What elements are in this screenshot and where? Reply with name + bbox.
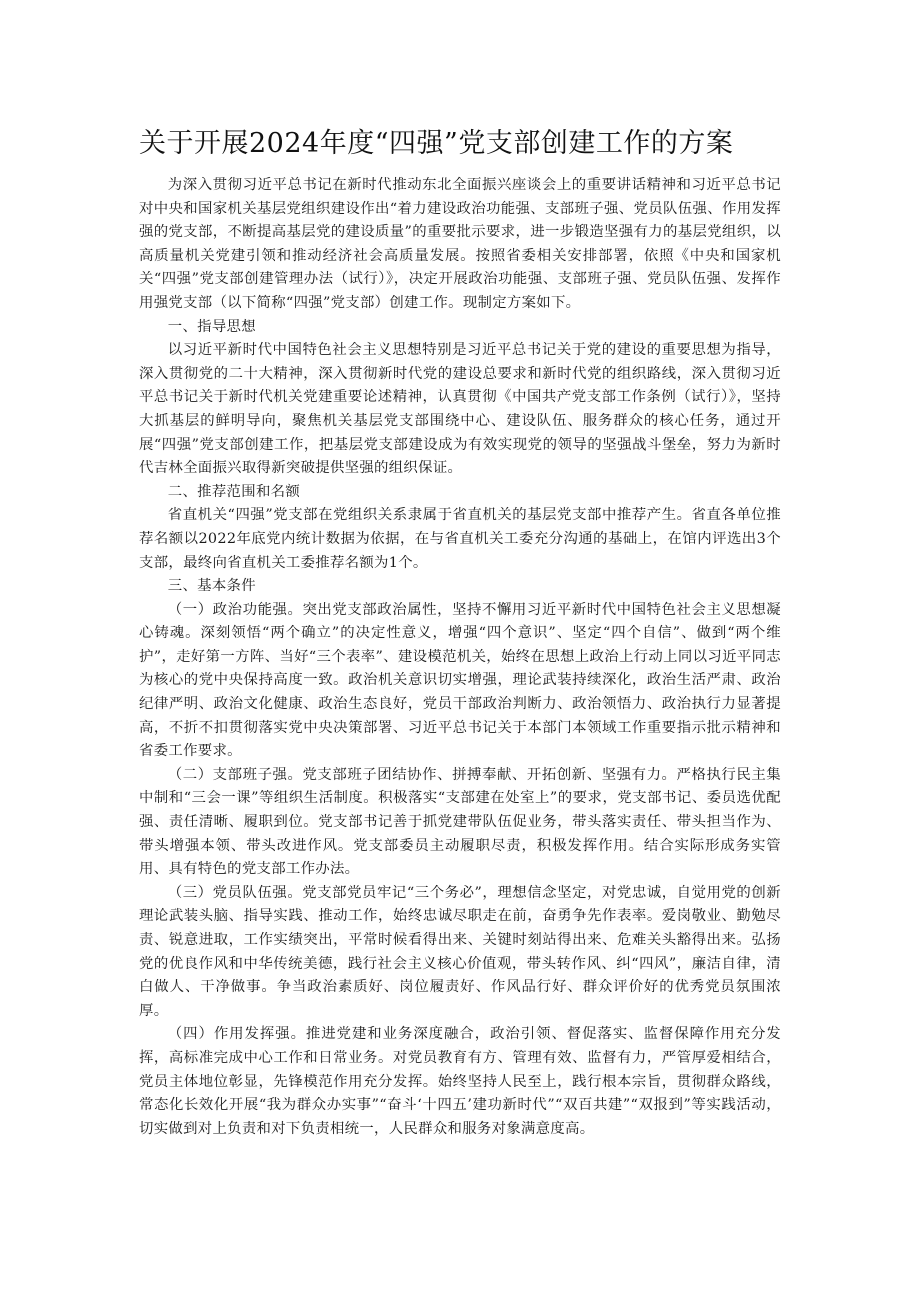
intro-paragraph: 为深入贯彻习近平总书记在新时代推动东北全面振兴座谈会上的重要讲话精神和习近平总书记对中央和国家机关基层党组织建设作出“着力建设政治功能强、支部班子强、党员队伍强、作用发挥强的党支部，不断提高基层党的建设质量”的重要批示要求，进一步锻造坚强有力的基层党组织，以高质量机关党建引领和推动经济社会高质量发展。按照省委相关安排部署，依照《中央和国家机关“四强”党支部创建管理办法（试行）》，决定开展政治功能强、支部班子强、党员队伍强、发挥作用强党支部（以下简称“四强”党支部）创建工作。现制定方案如下。 — [139, 177, 781, 311]
section-heading-basic-conditions: 三、基本条件 — [167, 578, 256, 595]
section-heading-scope-and-quota: 二、推荐范围和名额 — [167, 483, 301, 500]
scope-and-quota-paragraph: 省直机关“四强”党支部在党组织关系隶属于省直机关的基层党支部中推荐产生。省直各单位推荐名额以2022年底党内统计数据为依据，在与省直机关工委充分沟通的基础上，在馆内评选出3个支部，最终向省直机关工委推荐名额为1个。 — [139, 507, 781, 571]
condition-branch-team-paragraph: （二）支部班子强。党支部班子团结协作、拼搏奉献、开拓创新、坚强有力。严格执行民主集中制和“三会一课”等组织生活制度。积极落实“支部建在处室上”的要求，党支部书记、委员选优配强、责任清晰、履职到位。党支部书记善于抓党建带队伍促业务，带头落实责任、带头担当作为、带头增强本领、带头改进作风。党支部委员主动履职尽责，积极发挥作用。结合实际形成务实管用、具有特色的党支部工作办法。 — [139, 766, 781, 878]
condition-member-team-paragraph: （三）党员队伍强。党支部党员牢记“三个务必”，理想信念坚定，对党忠诚，自觉用党的创新理论武装头脑、指导实践、推动工作，始终忠诚尽职走在前，奋勇争先作表率。爱岗敬业、勤勉尽责、锐意进取，工作实绩突出，平常时候看得出来、关键时刻站得出来、危难关头豁得出来。弘扬党的优良作风和中华传统美德，践行社会主义核心价值观，带头转作风、纠“四风”，廉洁自律，清白做人、干净做事。争当政治素质好、岗位履责好、作风品行好、群众评价好的优秀党员氛围浓厚。 — [139, 884, 781, 1019]
condition-political-function-paragraph: （一）政治功能强。突出党支部政治属性，坚持不懈用习近平新时代中国特色社会主义思想凝心铸魂。深刻领悟“两个确立”的决定性意义，增强“四个意识”、坚定“四个自信”、做到“两个维护”，走好第一方阵、当好“三个表率”、建设模范机关，始终在思想上政治上行动上同以习近平同志为核心的党中央保持高度一致。政治机关意识切实增强，理论武装持续深化，政治生活严肃、政治纪律严明、政治文化健康、政治生态良好，党员干部政治判断力、政治领悟力、政治执行力显著提高，不折不扣贯彻落实党中央决策部署、习近平总书记关于本部门本领域工作重要指示批示精神和省委工作要求。 — [139, 601, 781, 760]
document-page — [139, 124, 781, 1141]
document-title: 关于开展2024年度“四强”党支部创建工作的方案 — [139, 128, 734, 159]
condition-role-play-paragraph: （四）作用发挥强。推进党建和业务深度融合，政治引领、督促落实、监督保障作用充分发挥，高标准完成中心工作和日常业务。对党员教育有方、管理有效、监督有力，严管厚爱相结合，党员主体地位彰显，先锋模范作用充分发挥。始终坚持人民至上，践行根本宗旨，贯彻群众路线，常态化长效化开展“我为群众办实事”“奋斗‘十四五’建功新时代”“双百共建”“双报到”等实践活动，切实做到对上负责和对下负责相统一，人民群众和服务对象满意度高。 — [139, 1026, 781, 1137]
guiding-ideology-paragraph: 以习近平新时代中国特色社会主义思想特别是习近平总书记关于党的建设的重要思想为指导，深入贯彻党的二十大精神，深入贯彻新时代党的建设总要求和新时代党的组织路线，深入贯彻习近平总书记关于新时代机关党建重要论述精神，认真贯彻《中国共产党支部工作条例（试行）》，坚持大抓基层的鲜明导向，聚焦机关基层党支部围绕中心、建设队伍、服务群众的核心任务，通过开展“四强”党支部创建工作，把基层党支部建设成为有效实现党的领导的坚强战斗堡垒，努力为新时代吉林全面振兴取得新突破提供坚强的组织保证。 — [139, 342, 781, 477]
document-body — [139, 174, 781, 1141]
section-heading-guiding-ideology: 一、指导思想 — [167, 318, 256, 335]
